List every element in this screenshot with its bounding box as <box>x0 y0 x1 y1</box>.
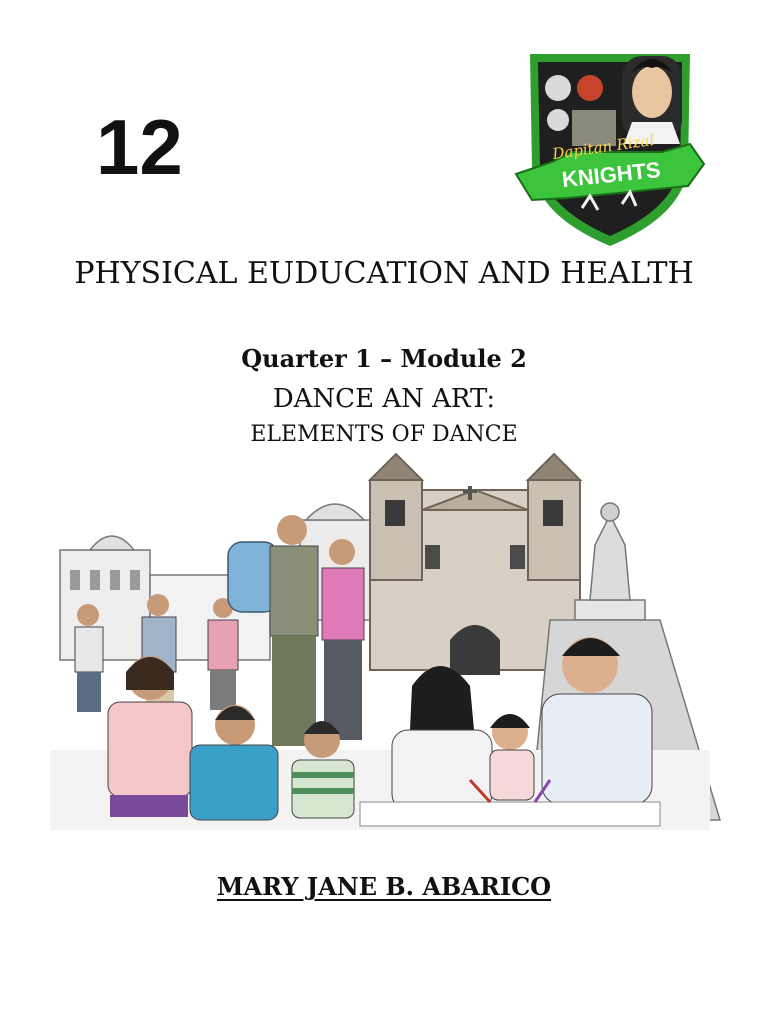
grade-number: 12 <box>96 103 183 191</box>
school-shield-logo-icon <box>512 40 708 250</box>
subtopic-heading: ELEMENTS OF DANCE <box>250 422 518 447</box>
author-name <box>0 872 768 901</box>
topic-heading: DANCE AN ART: <box>272 384 496 414</box>
logo-banner-text: KNIGHTS <box>560 156 662 193</box>
quarter-module-heading: Quarter 1 – Module 2 <box>241 344 527 373</box>
logo-script-text: Dapitan Rizal <box>551 131 656 164</box>
community-scene-illustration-icon <box>30 450 730 835</box>
document-title: PHYSICAL EUDUCATION AND HEALTH <box>74 256 694 291</box>
author-name-text: MARY JANE B. ABARICO <box>216 872 552 901</box>
